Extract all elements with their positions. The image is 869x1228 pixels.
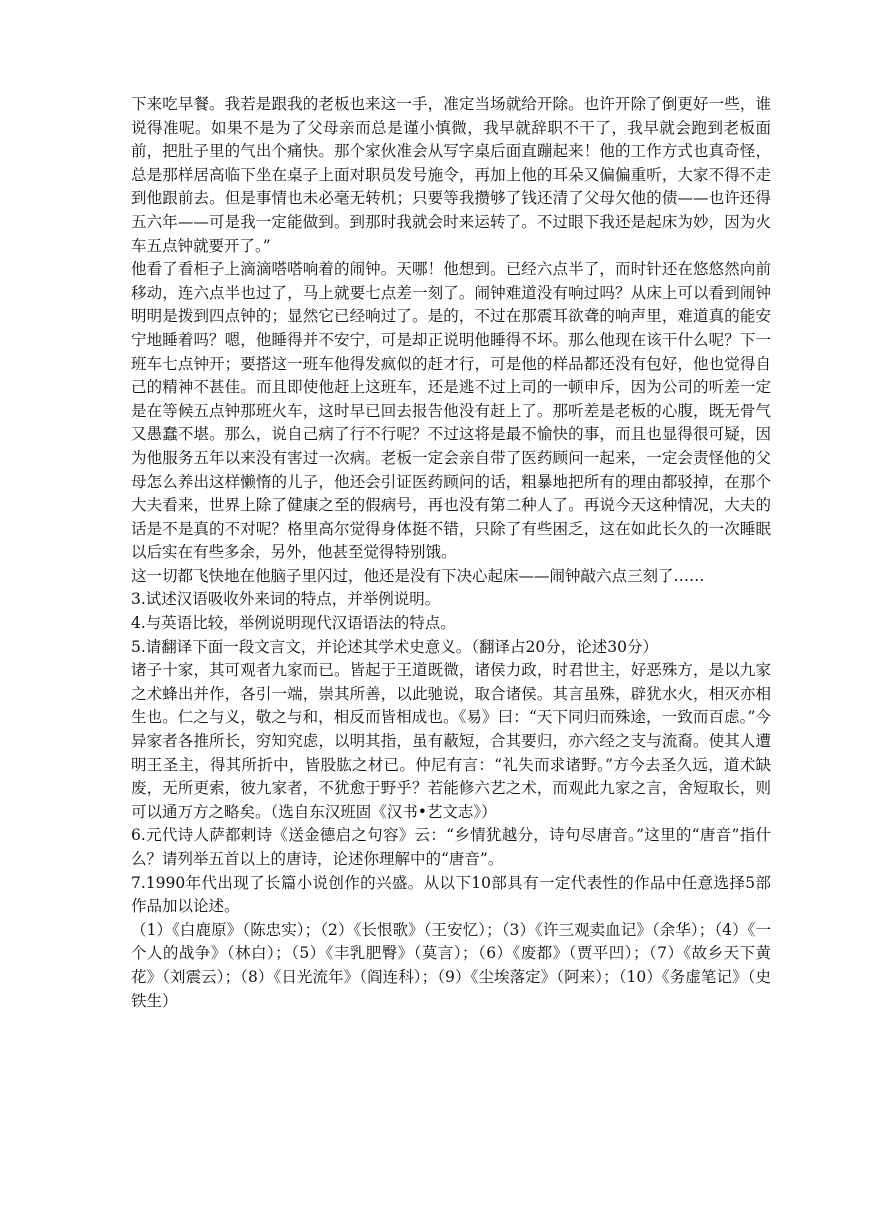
question-7: 7.1990年代出现了长篇小说创作的兴盛。从以下10部具有一定代表性的作品中任意选择5部作品加以论述。 bbox=[131, 873, 771, 916]
question-5: 5.请翻译下面一段文言文，并论述其学术史意义。（翻译占20分，论述30分） bbox=[131, 637, 658, 656]
question-4: 4.与英语比较，举例说明现代汉语语法的特点。 bbox=[131, 614, 456, 633]
novel-list: （1）《白鹿原》（陈忠实）；（2）《长恨歌》（王安忆）；（3）《许三观卖血记》（余华）；（4）《一个人的战争》（林白）；（5）《丰乳肥臀》（莫言）；（6）《废都》（贾平凹）；（7）《故乡天下黄花》（刘震云）；（8）《日光流年》（阎连科）；（9）《尘埃落定》（阿来）；（10）《务虚笔记》（史铁生） bbox=[131, 920, 771, 1010]
question-3: 3.试述汉语吸收外来词的特点，并举例说明。 bbox=[131, 590, 441, 609]
story-paragraph-1: 下来吃早餐。我若是跟我的老板也来这一手，准定当场就给开除。也许开除了倒更好一些，谁说得准呢。如果不是为了父母亲而总是谨小慎微，我早就辞职不干了，我早就会跑到老板面前，把肚子里的气出个痛快。那个家伙准会从写字桌后面直蹦起来！他的工作方式也真奇怪，总是那样居高临下坐在桌子上面对职员发号施令，再加上他的耳朵又偏偏重听，大家不得不走到他跟前去。但是事情也未必毫无转机；只要等我攒够了钱还清了父母欠他的债——也许还得五六年——可是我一定能做到。到那时我就会时来运转了。不过眼下我还是起床为妙，因为火车五点钟就要开了。” bbox=[131, 95, 771, 255]
document-body bbox=[131, 93, 771, 1013]
story-paragraph-2: 他看了看柜子上滴滴嗒嗒响着的闹钟。天哪！他想到。已经六点半了，而时针还在悠悠然向前移动，连六点半也过了，马上就要七点差一刻了。闹钟难道没有响过吗？从床上可以看到闹钟明明是拨到四点钟的；显然它已经响过了。是的，不过在那震耳欲聋的响声里，难道真的能安宁地睡着吗？嗯，他睡得并不安宁，可是却正说明他睡得不坏。那么他现在该干什么呢？下一班车七点钟开；要搭这一班车他得发疯似的赶才行，可是他的样品都还没有包好，他也觉得自己的精神不甚佳。而且即使他赶上这班车，还是逃不过上司的一顿申斥，因为公司的听差一定是在等候五点钟那班火车，这时早已回去报告他没有赶上了。那听差是老板的心腹，既无骨气又愚蠢不堪。那么，说自己病了行不行呢？不过这将是最不愉快的事，而且也显得很可疑，因为他服务五年以来没有害过一次病。老板一定会亲自带了医药顾问一起来，一定会责怪他的父母怎么养出这样懒惰的儿子，他还会引证医药顾问的话，粗暴地把所有的理由都驳掉，在那个大夫看来，世界上除了健康之至的假病号，再也没有第二种人了。再说今天这种情况，大夫的话是不是真的不对呢？格里高尔觉得身体挺不错，只除了有些困乏，这在如此长久的一次睡眠以后实在有些多余，另外，他甚至觉得特别饿。 bbox=[131, 260, 771, 562]
question-6: 6.元代诗人萨都剌诗《送金德启之句容》云：“乡情犹越分，诗句尽唐音。”这里的“唐音”指什么？请列举五首以上的唐诗，论述你理解中的“唐音”。 bbox=[131, 826, 771, 868]
story-paragraph-3: 这一切都飞快地在他脑子里闪过，他还是没有下决心起床——闹钟敲六点三刻了…… bbox=[131, 566, 705, 585]
classical-chinese-passage: 诸子十家，其可观者九家而已。皆起于王道既微，诸侯力政，时君世主，好恶殊方，是以九家之术蜂出并作，各引一端，崇其所善，以此驰说，取合诸侯。其言虽殊，辟犹水火，相灭亦相生也。仁之与义，敬之与和，相反而皆相成也。《易》曰：“天下同归而殊途，一致而百虑。”今异家者各推所长，穷知究虑，以明其指，虽有蔽短，合其要归，亦六经之支与流裔。使其人遭明王圣主，得其所折中，皆股肱之材已。仲尼有言：“礼失而求诸野。”方今去圣久远，道术缺废，无所更索，彼九家者，不犹愈于野乎？若能修六艺之术，而观此九家之言，舍短取长，则可以通万方之略矣。（选自东汉班固《汉书•艺文志》） bbox=[131, 661, 771, 821]
